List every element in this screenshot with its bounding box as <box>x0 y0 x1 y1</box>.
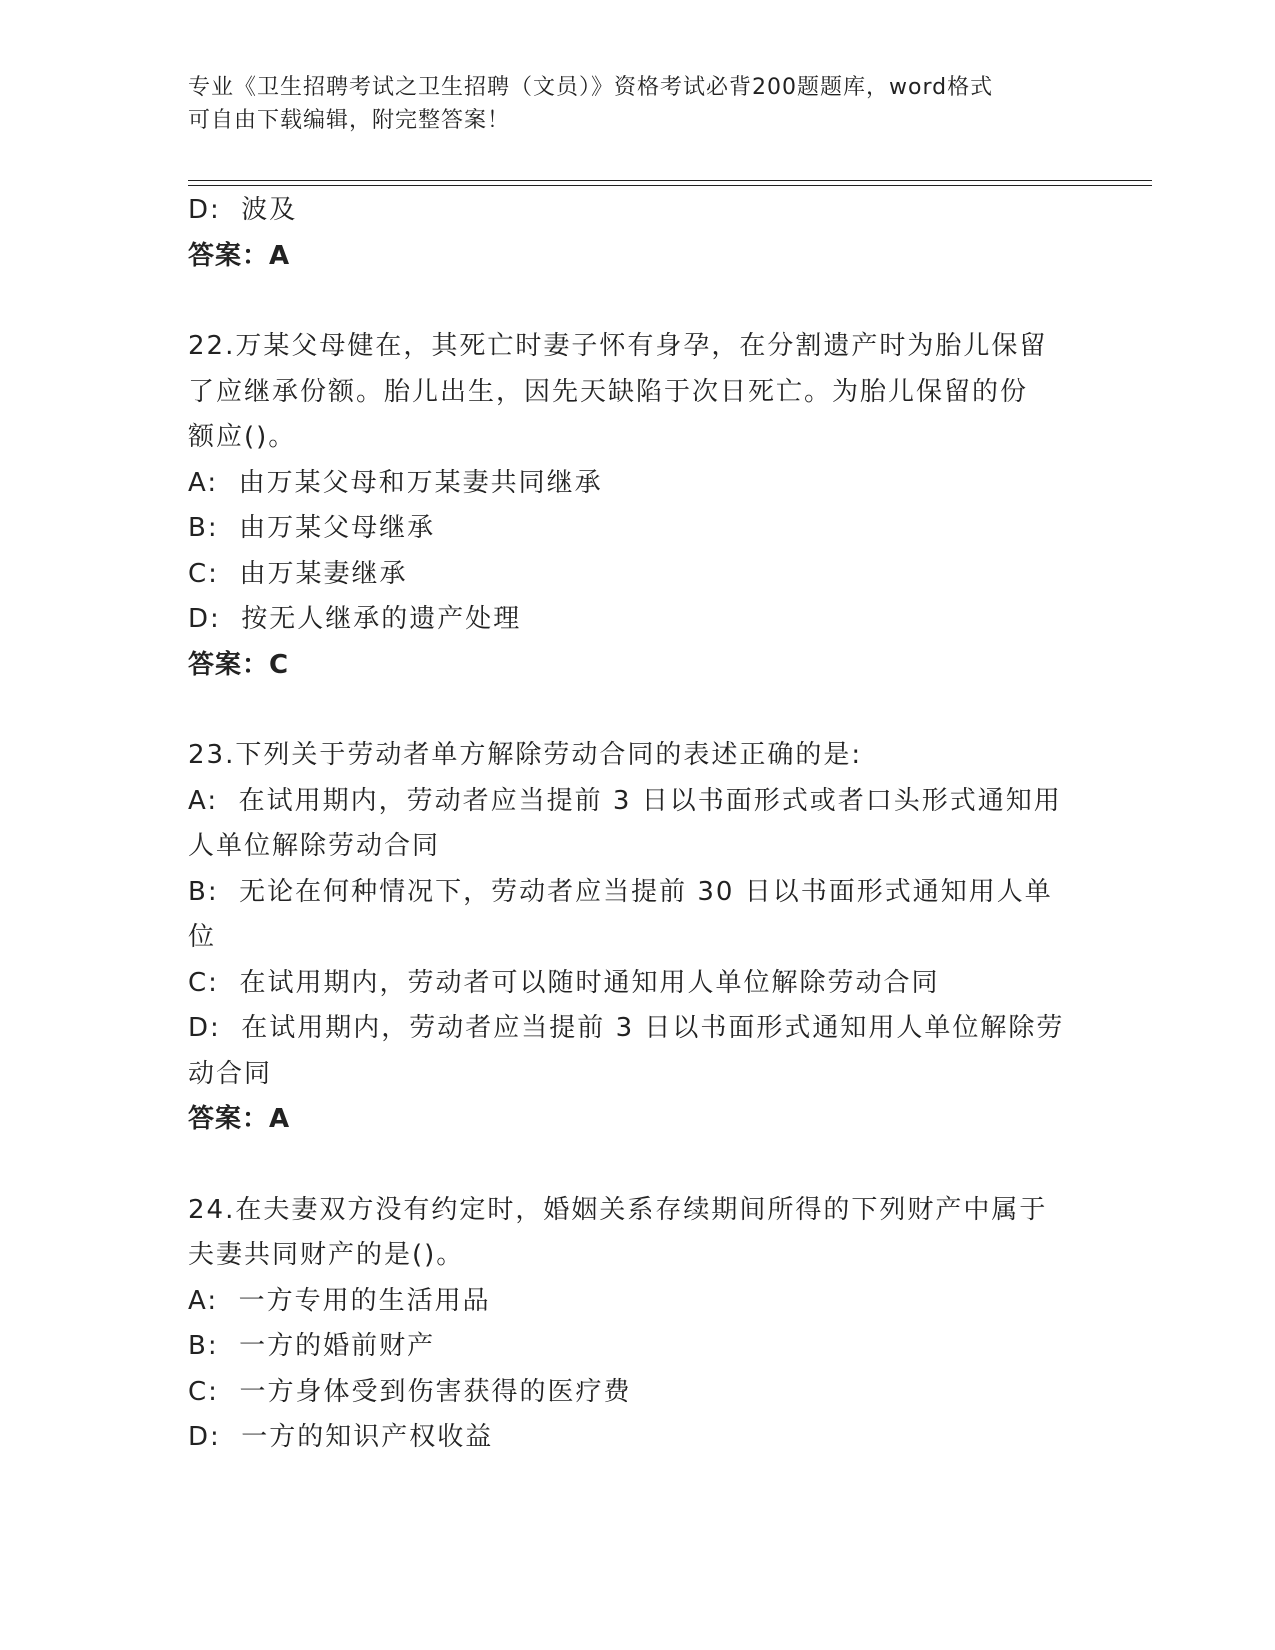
option-b: B: 无论在何种情况下，劳动者应当提前 30 日以书面形式通知用人单 <box>188 876 1053 907</box>
option-d-continued: 动合同 <box>188 1058 273 1089</box>
option-d: D: 波及 <box>188 195 298 225</box>
header-divider <box>188 180 1152 181</box>
header-title-line-2: 可自由下载编辑，附完整答案！ <box>188 108 511 133</box>
option-b: B: 一方的婚前财产 <box>188 1331 436 1361</box>
question-22 <box>188 324 1088 688</box>
question-stem: 23.下列关于劳动者单方解除劳动合同的表述正确的是: <box>188 740 863 770</box>
option-a: A: 在试用期内，劳动者应当提前 3 日以书面形式或者口头形式通知用 <box>188 785 1062 816</box>
previous-question-tail <box>188 188 1088 279</box>
option-c: C: 一方身体受到伤害获得的医疗费 <box>188 1376 632 1407</box>
question-content <box>188 188 1088 1461</box>
question-stem: 24.在夫妻双方没有约定时，婚姻关系存续期间所得的下列财产中属于 <box>188 1194 1048 1225</box>
option-b: B: 由万某父母继承 <box>188 513 436 543</box>
option-a-continued: 人单位解除劳动合同 <box>188 831 441 861</box>
option-a: A: 一方专用的生活用品 <box>188 1285 491 1316</box>
header-divider <box>188 185 1152 186</box>
option-d: D: 一方的知识产权收益 <box>188 1422 494 1452</box>
page-header <box>188 71 1068 137</box>
option-d: D: 按无人继承的遗产处理 <box>188 604 522 634</box>
answer-line: 答案：A <box>188 240 291 271</box>
question-stem: 额应()。 <box>188 422 297 452</box>
option-b-continued: 位 <box>188 922 217 952</box>
option-c: C: 由万某妻继承 <box>188 558 408 589</box>
option-c: C: 在试用期内，劳动者可以随时通知用人单位解除劳动合同 <box>188 967 940 998</box>
answer-line: 答案：A <box>188 1104 291 1134</box>
question-stem: 了应继承份额。胎儿出生，因先天缺陷于次日死亡。为胎儿保留的份 <box>188 376 1029 407</box>
question-23 <box>188 733 1088 1143</box>
answer-line: 答案：C <box>188 649 290 680</box>
option-d: D: 在试用期内，劳动者应当提前 3 日以书面形式通知用人单位解除劳 <box>188 1013 1065 1043</box>
option-a: A: 由万某父母和万某妻共同继承 <box>188 467 603 498</box>
question-stem: 22.万某父母健在，其死亡时妻子怀有身孕，在分割遗产时为胎儿保留 <box>188 331 1048 361</box>
question-stem: 夫妻共同财产的是()。 <box>188 1240 465 1270</box>
header-title-line-1: 专业《卫生招聘考试之卫生招聘（文员）》资格考试必背200题题库，word格式 <box>188 75 994 100</box>
question-24 <box>188 1188 1088 1461</box>
